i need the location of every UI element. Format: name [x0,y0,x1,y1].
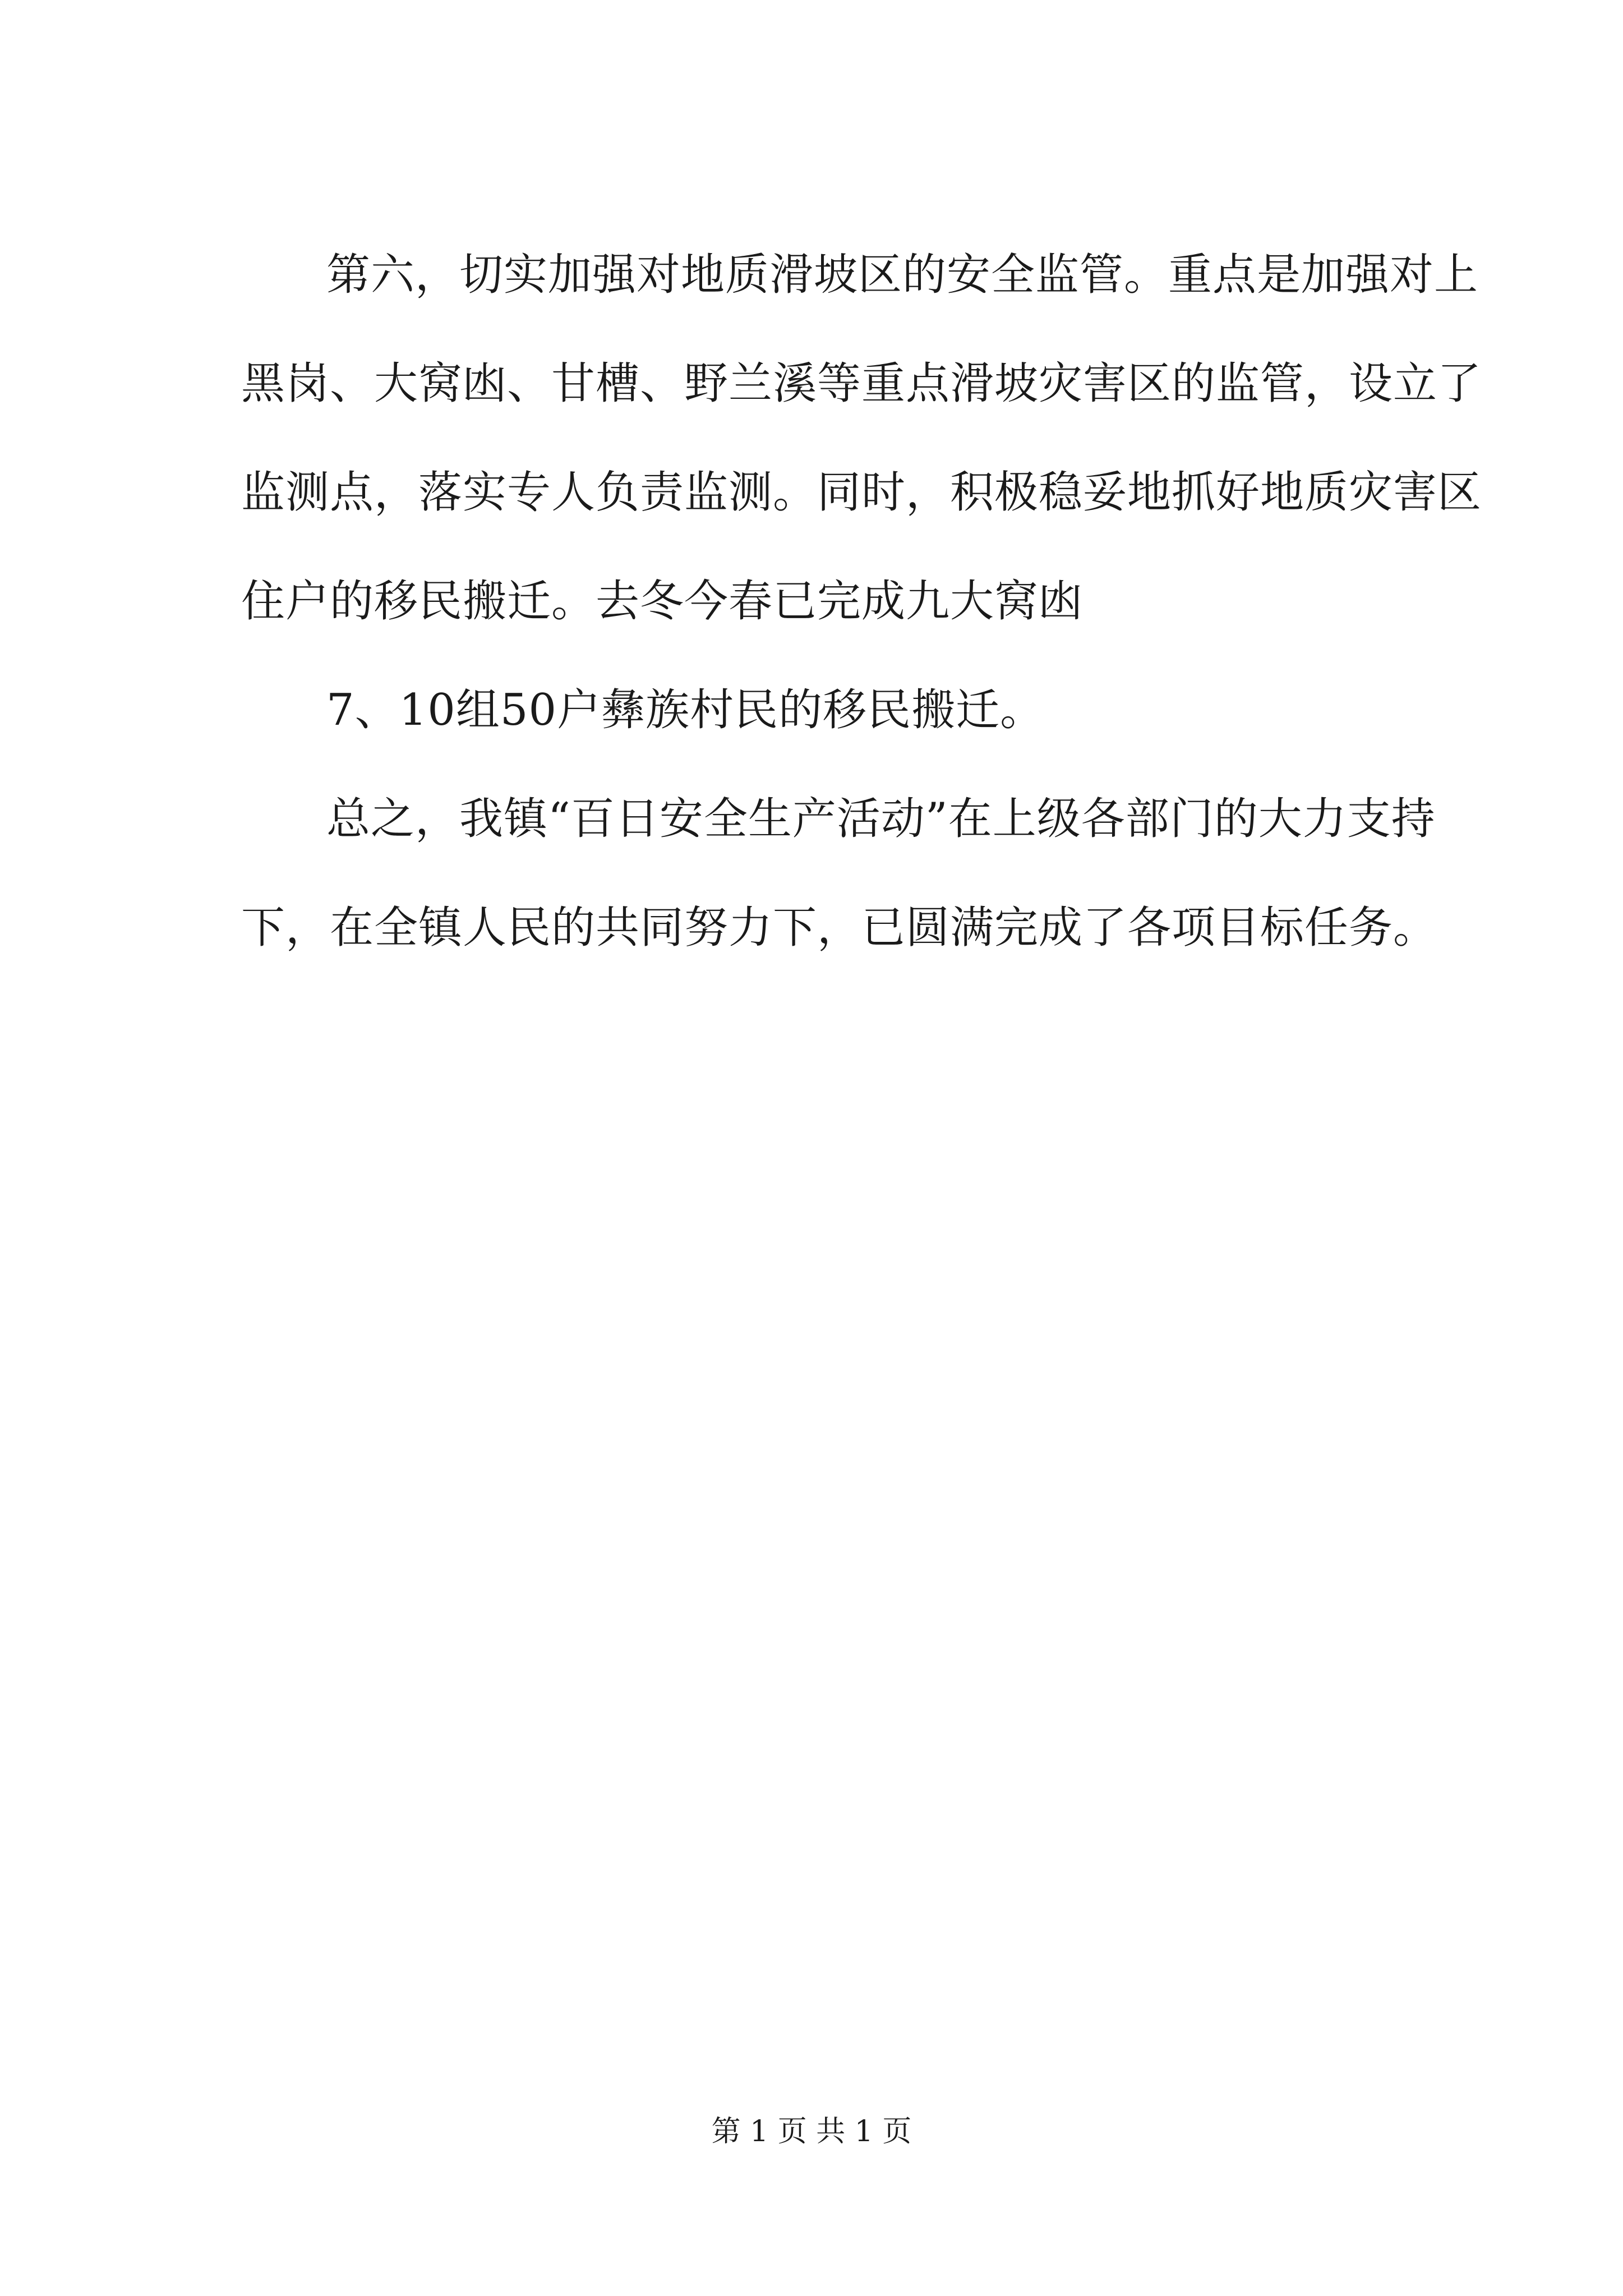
paragraph-relocation-groups [241,682,1441,738]
paragraph-conclusion [241,791,1441,956]
text-line: 第六，切实加强对地质滑坡区的安全监管。重点是加强对上 [326,250,1479,300]
text-line: 7、10组50户彝族村民的移民搬迁。 [326,685,1045,735]
text-line: 黑岗、大窝凼、甘槽、野兰溪等重点滑坡灾害区的监管，设立了 [241,358,1482,409]
text-line: 总之，我镇“百日安全生产活动”在上级各部门的大力支持 [326,794,1436,844]
text-line: 住户的移民搬迁。去冬今春已完成九大窝凼 [241,576,1083,627]
document-body [241,247,1482,1009]
page-number-footer: 第 1 页 共 1 页 [711,2115,912,2148]
text-line: 监测点，落实专人负责监测。同时，积极稳妥地抓好地质灾害区 [241,467,1482,518]
text-line: 下，在全镇人民的共同努力下，已圆满完成了各项目标任务。 [241,903,1438,953]
paragraph-landslide-supervision [241,247,1482,629]
